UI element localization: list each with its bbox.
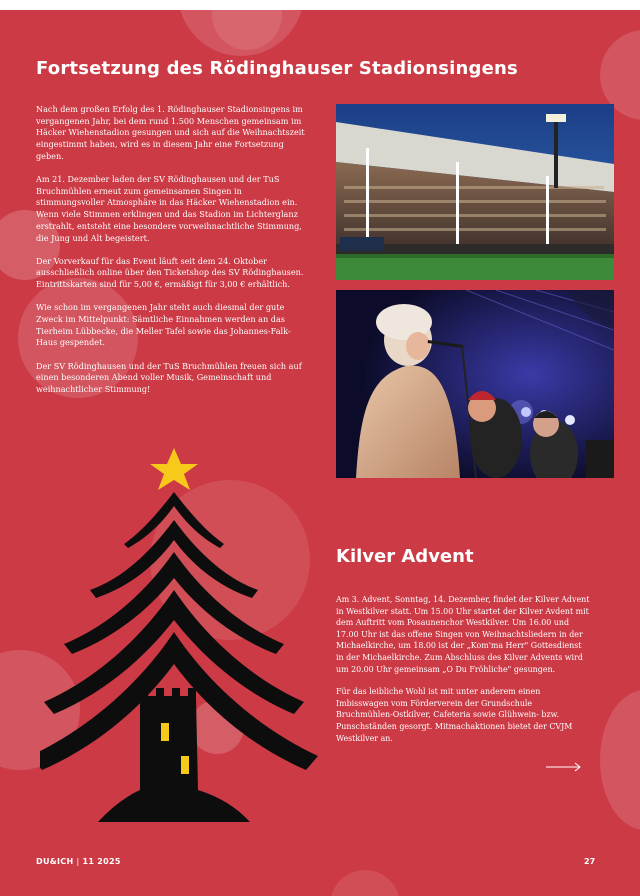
- bokeh-circle: [330, 870, 400, 896]
- footer-separator: |: [76, 857, 80, 866]
- article-body: [36, 104, 308, 407]
- star-icon: [150, 448, 198, 490]
- article-paragraph: Am 21. Dezember laden der SV Rödinghausen und der TuS Bruchmühlen erneut zum gemeinsamen Singen in stimmungsvoller Atmosphäre in das Häcker Wiehenstadion ein. Wenn viele Stimmen erklingen und das Stadion im Lichterglanz erstrahlt, entsteht eine besondere vorweihnachtliche Stimmung, die Jung und Alt begeistert.: [36, 174, 302, 243]
- article-paragraph: Für das leibliche Wohl ist mit unter anderem einen Imbisswagen vom Förderverein der Grundschule Bruchmühlen-Ostkilver, Cafeteria sowie Glühwein- bzw. Punschständen gesorgt. Mitmachaktionen bietet der CVJM Westkilver an.: [336, 687, 573, 743]
- christmas-tree-illustration: [40, 440, 330, 850]
- issue-label: 11 2025: [82, 857, 121, 866]
- article-paragraph: Der SV Rödinghausen und der TuS Bruchmühlen freuen sich auf einen besonderen Abend voller Musik, Gemeinschaft und weihnachtlicher Stimmung!: [36, 360, 302, 395]
- article-title: Fortsetzung des Rödinghauser Stadionsingens: [36, 58, 518, 79]
- article-body: [336, 594, 590, 755]
- arrow-right-icon[interactable]: [546, 762, 582, 772]
- article-paragraph: Nach dem großen Erfolg des 1. Rödinghauser Stadionsingens im vergangenen Jahr, bei dem rund 1.500 Menschen gemeinsam im Häcker Wiehenstadion gesungen und sich auf die Weihnachtszeit eingestimmt haben, wird es in diesem Jahr eine Fortsetzung geben.: [36, 104, 305, 161]
- article-paragraph: Am 3. Advent, Sonntag, 14. Dezember, findet der Kilver Advent in Westkilver statt. Um 15.00 Uhr startet der Kilver Avdent mit dem Auftritt vom Posaunenchor Westkilver. Um 16.00 und 17.00 Uhr ist das offene Singen von Weihnachtsliedern in der Michaelkirche, um 18.00 ist der „Kom'ma Herr" Gottesdienst in der Michaelkirche. Zum Abschluss des Kilver Advents wird um 20.00 Uhr gemeinsam „O Du Fröhliche" gesungen.: [336, 595, 590, 674]
- article-paragraph: Der Vorverkauf für das Event läuft seit dem 24. Oktober ausschließlich online über den Ticketshop des SV Rödinghausen. Eintrittskarten sind für 5,00 €, ermäßigt für 3,00 € erhältlich.: [36, 255, 304, 290]
- singers-photo: [336, 290, 614, 478]
- article-paragraph: Wie schon im vergangenen Jahr steht auch diesmal der gute Zweck im Mittelpunkt: Sämtliche Einnahmen werden an das Tierheim Lübbecke, die Meller Tafel sowie das Johannes-Falk-Haus gespendet.: [36, 302, 291, 348]
- page-number: 27: [584, 857, 596, 866]
- footer-brand: [36, 857, 121, 866]
- stadium-photo: [336, 104, 614, 280]
- article-title: Kilver Advent: [336, 546, 474, 567]
- brand-name: DU&ICH: [36, 857, 74, 866]
- bokeh-circle: [600, 690, 640, 830]
